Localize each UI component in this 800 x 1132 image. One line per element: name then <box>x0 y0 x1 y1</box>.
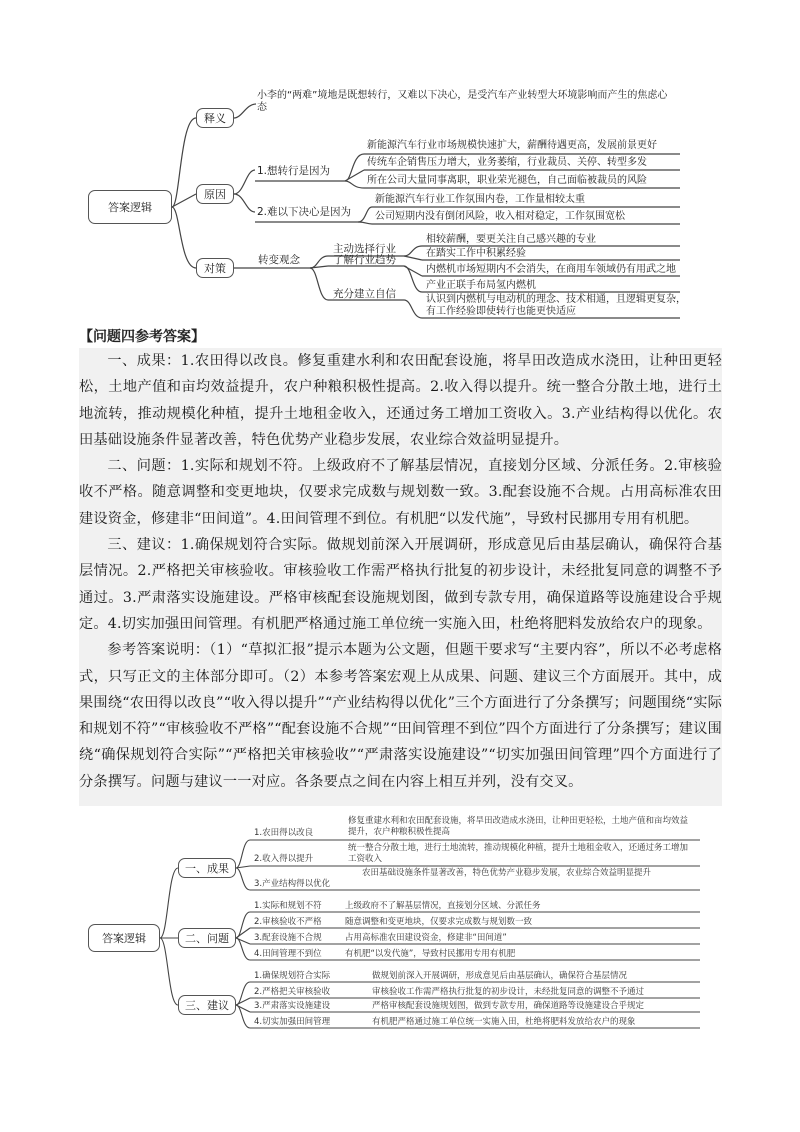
map2-jianyi-key-4: 4.切实加强田间管理 <box>254 1017 331 1027</box>
map1-root-node: 答案逻辑 <box>88 190 172 224</box>
map2-jianyi-val-2: 审核验收工作需严格执行批复的初步设计，未经批复同意的调整不予通过 <box>372 987 645 997</box>
map2-jianyi-key-2: 2.严格把关审核验收 <box>254 987 331 997</box>
map2-wenti-key-2: 2.审核验收不严格 <box>254 917 322 927</box>
map1-yuanyin-sub2: 2.难以下决心是因为 <box>257 206 352 218</box>
map2-wenti-val-2: 随意调整和变更地块，仅要求完成数与规划数一致 <box>345 917 533 927</box>
map1-duice-node: 对策 <box>196 258 234 278</box>
map1-yuanyin-sub1-item-2: 传统车企销售压力增大，业务萎缩，行业裁员、关停、转型多发 <box>367 157 647 168</box>
map1-yuanyin-sub2-item-1: 新能源汽车行业工作氛围内卷，工作量相较太重 <box>375 194 585 205</box>
map2-jianyi-key-1: 1.确保规划符合实际 <box>254 971 331 981</box>
map1-duice-g2-item-2: 产业正联手布局氢内燃机 <box>426 280 536 291</box>
map2-root-node: 答案逻辑 <box>88 924 160 952</box>
answer-article <box>79 348 722 806</box>
map1-duice-g1: 主动选择行业 <box>333 243 396 255</box>
map2-wenti-val-1: 上级政府不了解基层情况，直接划分区域、分派任务 <box>345 901 541 911</box>
map2-wenti-node: 二、问题 <box>178 928 236 948</box>
paragraph-2: 二、问题：1.实际和规划不符。上级政府不了解基层情况，直接划分区域、分派任务。2.审核验收不严格。随意调整和变更地块，仅要求完成数与规划数一致。3.配套设施不合规。占用高标准农田建设资金，修建非“田间道”。4.田间管理不到位。有机肥“以发代施”，导致村民挪用专用有机肥。 <box>79 458 722 527</box>
map2-chengguo-val-3: 农田基础设施条件显著改善，特色优势产业稳步发展，农业综合效益明显提升 <box>362 868 652 878</box>
map1-duice-g3: 充分建立自信 <box>333 288 396 300</box>
map2-jianyi-val-4: 有机肥严格通过施工单位统一实施入田，杜绝将肥料发放给农户的现象 <box>372 1017 636 1027</box>
map1-duice-g1-item-2: 在踏实工作中积累经验 <box>426 248 526 259</box>
map2-chengguo-key-1: 1.农田得以改良 <box>254 828 314 838</box>
paragraph-1: 一、成果：1.农田得以改良。修复重建水利和农田配套设施，将旱田改造成水浇田，让种田更轻松，土地产值和亩均效益提升，农户种粮积极性提高。2.收入得以提升。统一整合分散土地，进行土地流转，推动规模化种植，提升土地租金收入，还通过务工增加工资收入。3.产业结构得以优化。农田基础设施条件显著改善，特色优势产业稳步发展，农业综合效益明显提升。 <box>79 353 722 448</box>
map2-chengguo-key-2: 2.收入得以提升 <box>254 854 314 864</box>
map1-duice-mid: 转变观念 <box>258 254 300 266</box>
map1-yuanyin-node: 原因 <box>196 184 234 204</box>
map1-duice-g3-item: 认识到内燃机与电动机的理念、技术相通，且逻辑更复杂，有工作经验即使转行也能更快适应 <box>426 294 686 317</box>
map2-chengguo-val-1: 修复重建水利和农田配套设施，将旱田改造成水浇田，让种田更轻松，土地产值和亩均效益提升，农户种粮积极性提高 <box>348 816 689 837</box>
section-title: 【问题四参考答案】 <box>79 329 205 345</box>
map1-yuanyin-sub2-item-2: 公司短期内没有倒闭风险，收入相对稳定，工作氛围宽松 <box>375 211 625 222</box>
map2-wenti-val-3: 占用高标准农田建设资金，修建非“田间道” <box>345 933 507 943</box>
map1-duice-g2: 了解行业趋势 <box>333 254 396 266</box>
map1-yuanyin-sub1-item-1: 新能源汽车行业市场规模快速扩大，薪酬待遇更高，发展前景更好 <box>367 140 657 151</box>
map2-wenti-key-4: 4.田间管理不到位 <box>254 949 322 959</box>
map2-chengguo-key-3: 3.产业结构得以优化 <box>254 879 331 889</box>
map2-wenti-key-1: 1.实际和规划不符 <box>254 901 322 911</box>
map2-wenti-key-3: 3.配套设施不合规 <box>254 933 322 943</box>
map2-wenti-val-4: 有机肥“以发代施”，导致村民挪用专用有机肥 <box>345 949 516 959</box>
mind-map-top <box>0 0 800 320</box>
map2-jianyi-val-1: 做规划前深入开展调研，形成意见后由基层确认，确保符合基层情况 <box>372 971 628 981</box>
map2-chengguo-val-2: 统一整合分散土地，进行土地流转，推动规模化种植，提升土地租金收入，还通过务工增加工资收入 <box>348 843 689 864</box>
map1-duice-g2-item-1: 内燃机市场短期内不会消失，在商用车领域仍有用武之地 <box>426 264 676 275</box>
map1-yuanyin-sub1-item-3: 所在公司大量同事离职，职业荣光褪色，自己面临被裁员的风险 <box>367 175 647 186</box>
paragraph-3: 三、建议：1.确保规划符合实际。做规划前深入开展调研，形成意见后由基层确认，确保符合基层情况。2.严格把关审核验收。审核验收工作需严格执行批复的初步设计，未经批复同意的调整不予通过。3.严肃落实设施建设。严格审核配套设施规划图，做到专款专用，确保道路等设施建设合乎规定。4.切实加强田间管理。有机肥严格通过施工单位统一实施入田，杜绝将肥料发放给农户的现象。 <box>79 537 722 632</box>
map1-duice-g1-item-1: 相较薪酬，要更关注自己感兴趣的专业 <box>426 234 596 245</box>
map2-jianyi-node: 三、建议 <box>178 995 236 1015</box>
mind-map-bottom <box>0 812 800 1034</box>
map1-yuanyin-sub1: 1.想转行是因为 <box>257 165 331 177</box>
map1-shiyi-node: 释义 <box>196 108 234 128</box>
map2-chengguo-node: 一、成果 <box>178 858 236 878</box>
map2-jianyi-val-3: 严格审核配套设施规划图，做到专款专用，确保道路等设施建设合乎规定 <box>372 1001 645 1011</box>
map1-shiyi-text: 小李的“两难”境地是既想转行，又难以下决心，是受汽车产业转型大环境影响而产生的焦虑心态 <box>257 90 668 113</box>
paragraph-4: 参考答案说明：（1）“草拟汇报”提示本题为公文题，但题干要求写“主要内容”，所以不必考虑格式，只写正文的主体部分即可。（2）本参考答案宏观上从成果、问题、建议三个方面展开。其中，成果围绕“农田得以改良”“收入得以提升”“产业结构得以优化”三个方面进行了分条撰写；问题围绕“实际和规划不符”“审核验收不严格”“配套设施不合规”“田间管理不到位”四个方面进行了分条撰写；建议围绕“确保规划符合实际”“严格把关审核验收”“严肃落实设施建设”“切实加强田间管理”四个方面进行了分条撰写。问题与建议一一对应。各条要点之间在内容上相互并列，没有交叉。 <box>79 642 722 790</box>
map2-jianyi-key-3: 3.严肃落实设施建设 <box>254 1001 331 1011</box>
